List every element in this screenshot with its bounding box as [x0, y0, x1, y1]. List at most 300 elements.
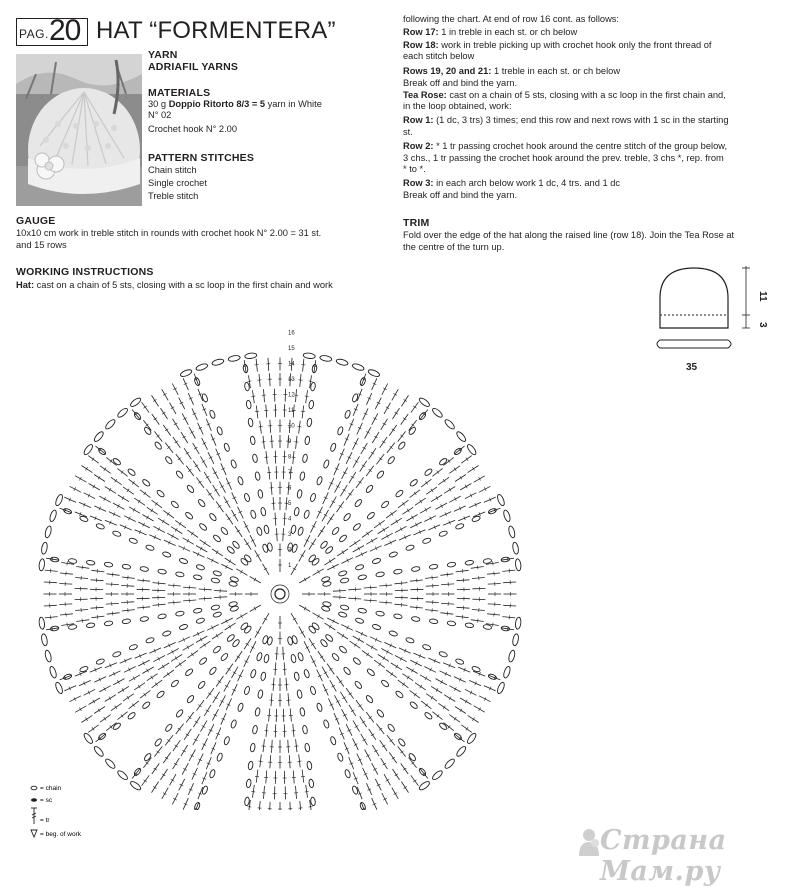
treble-crossbar: [349, 693, 352, 695]
treble-stitch: [488, 604, 501, 605]
row-number: 3: [288, 532, 292, 538]
treble-stitch: [270, 755, 271, 768]
treble-stitch: [121, 586, 134, 587]
chain-stitch: [330, 736, 337, 745]
treble-stitch: [369, 448, 376, 459]
treble-stitch: [293, 771, 294, 784]
chain-stitch: [162, 630, 171, 637]
treble-crossbar: [358, 705, 361, 707]
treble-stitch: [137, 607, 150, 608]
chain-stitch: [180, 368, 193, 377]
treble-crossbar: [447, 612, 448, 616]
treble-stitch: [337, 676, 344, 687]
chain-stitch: [79, 515, 88, 522]
treble-stitch: [107, 574, 120, 576]
treble-stitch: [299, 550, 306, 561]
treble-stitch: [357, 423, 363, 435]
treble-stitch: [269, 467, 270, 480]
treble-crossbar: [329, 668, 332, 670]
chain-stitch: [208, 512, 217, 521]
chain-stitch: [502, 509, 511, 522]
chain-stitch: [340, 604, 349, 610]
chain-stitch: [302, 454, 308, 463]
treble-stitch: [362, 530, 373, 537]
treble-stitch: [275, 662, 276, 675]
treble-stitch: [386, 670, 397, 678]
treble-stitch: [162, 788, 169, 799]
treble-stitch: [456, 616, 469, 618]
treble-stitch: [236, 613, 247, 620]
width-label: 35: [686, 362, 698, 373]
treble-stitch: [410, 690, 420, 698]
treble-stitch: [113, 503, 124, 509]
treble-stitch: [161, 408, 168, 419]
treble-stitch: [91, 607, 104, 608]
chain-stitch: [255, 707, 261, 716]
treble-stitch: [346, 452, 352, 464]
treble-stitch: [314, 360, 316, 373]
treble-stitch: [81, 715, 92, 722]
treble-stitch: [375, 398, 381, 410]
treble-stitch: [353, 720, 360, 731]
treble-stitch: [306, 390, 308, 403]
yarn-brand: ADRIAFIL YARNS: [148, 61, 238, 73]
tea-rose-row3: Row 3: in each arch below work 1 dc, 4 trs. and 1 dc: [403, 178, 620, 189]
height-top-label: 11: [757, 291, 768, 302]
treble-stitch: [455, 707, 466, 714]
treble-crossbar: [218, 681, 221, 683]
treble-stitch: [337, 549, 348, 556]
trim-text-cont: the centre of the turn up.: [403, 242, 504, 253]
treble-stitch: [381, 419, 388, 430]
chain-stitch: [129, 397, 142, 408]
treble-crossbar: [97, 615, 98, 619]
treble-stitch: [181, 745, 188, 756]
treble-stitch: [441, 603, 454, 604]
watermark-logo-icon: [576, 826, 602, 856]
treble-stitch: [318, 651, 325, 662]
treble-stitch: [365, 750, 371, 761]
treble-stitch: [395, 526, 407, 532]
chain-stitch: [54, 681, 63, 694]
treble-stitch: [182, 763, 188, 775]
treble-crossbar: [354, 643, 356, 646]
chain-stitch: [142, 701, 151, 710]
chain-stitch: [223, 443, 230, 452]
chain-stitch: [122, 618, 131, 624]
chain-stitch: [311, 622, 320, 631]
chain-stitch: [358, 574, 367, 580]
treble-stitch: [375, 779, 381, 791]
treble-stitch: [381, 758, 388, 769]
chain-stitch: [397, 738, 406, 747]
treble-stitch: [370, 637, 382, 643]
chain-stitch: [54, 494, 63, 507]
treble-stitch: [152, 782, 159, 793]
treble-stitch: [410, 522, 422, 528]
treble-stitch: [204, 705, 211, 716]
treble-crossbar: [67, 623, 68, 627]
treble-stitch: [163, 670, 174, 678]
treble-crossbar: [305, 396, 309, 397]
chain-stitch: [170, 679, 179, 688]
treble-stitch: [328, 478, 334, 490]
treble-stitch: [224, 497, 231, 508]
chain-stitch: [212, 645, 221, 654]
treble-stitch: [436, 679, 447, 685]
treble-stitch: [444, 695, 455, 702]
treble-crossbar: [447, 573, 448, 577]
treble-stitch: [474, 476, 485, 483]
chain-stitch: [304, 743, 310, 752]
treble-stitch: [152, 763, 160, 774]
treble-stitch: [70, 696, 82, 702]
treble-stitch: [117, 712, 127, 720]
treble-stitch: [503, 605, 516, 606]
chain-stitch: [380, 500, 389, 509]
treble-crossbar: [443, 479, 445, 482]
chain-stitch: [408, 426, 417, 435]
treble-stitch: [266, 405, 267, 418]
chain-stitch: [142, 478, 151, 487]
treble-stitch: [296, 786, 297, 799]
treble-stitch: [213, 692, 220, 703]
row-number: 2: [288, 548, 292, 554]
chain-stitch: [352, 657, 361, 666]
row18-text: Row 18: work in treble picking up with crochet hook only the front thread of: [403, 40, 712, 51]
treble-crossbar: [179, 663, 181, 666]
chain-stitch: [319, 355, 332, 362]
treble-stitch: [379, 585, 392, 586]
treble-stitch: [426, 694, 437, 701]
treble-crossbar: [259, 426, 263, 427]
chain-stitch: [237, 703, 244, 712]
chain-stitch: [116, 769, 128, 781]
chain-stitch: [444, 758, 456, 770]
treble-stitch: [153, 604, 166, 605]
treble-stitch: [255, 550, 262, 561]
treble-stitch: [171, 654, 182, 661]
treble-stitch: [167, 533, 178, 539]
treble-stitch: [440, 512, 452, 518]
treble-stitch: [256, 406, 258, 419]
chain-stitch: [38, 559, 45, 572]
chain-stitch: [140, 566, 149, 572]
treble-stitch: [266, 771, 267, 784]
treble-stitch: [165, 735, 173, 745]
treble-crossbar: [404, 786, 407, 788]
treble-stitch: [154, 746, 162, 756]
treble-stitch: [360, 716, 367, 727]
treble-stitch: [183, 600, 196, 601]
chain-stitch: [352, 785, 359, 794]
treble-stitch: [449, 466, 460, 474]
chain-stitch: [127, 468, 136, 477]
treble-stitch: [402, 674, 413, 681]
treble-crossbar: [153, 786, 156, 788]
treble-stitch: [322, 667, 329, 678]
treble-stitch: [366, 644, 377, 651]
chain-stitch: [104, 418, 116, 430]
chain-stitch: [112, 651, 121, 658]
treble-stitch: [250, 605, 261, 612]
chain-stitch: [338, 534, 347, 543]
treble-stitch: [362, 651, 373, 658]
treble-stitch: [425, 610, 438, 611]
chain-stitch: [244, 382, 250, 391]
treble-stitch: [196, 636, 207, 643]
treble-stitch: [460, 484, 471, 491]
treble-stitch: [389, 752, 396, 763]
treble-stitch: [123, 694, 134, 701]
treble-crossbar: [112, 612, 113, 616]
treble-stitch: [196, 477, 204, 488]
chain-stitch: [186, 484, 195, 493]
chain-stitch: [338, 611, 347, 618]
treble-stitch: [376, 724, 384, 734]
chain-stitch: [483, 558, 492, 564]
chain-stitch: [255, 472, 261, 481]
chain-stitch: [156, 690, 165, 699]
chain-stitch: [263, 525, 269, 534]
treble-stitch: [286, 497, 287, 510]
treble-crossbar: [115, 706, 117, 709]
treble-stitch: [199, 589, 212, 590]
treble-stitch: [163, 425, 170, 436]
chain-stitch: [372, 624, 381, 631]
treble-stitch: [449, 686, 461, 692]
chain-stitch: [297, 652, 304, 661]
chain-stitch: [337, 752, 344, 761]
chain-stitch: [323, 459, 330, 468]
treble-stitch: [244, 539, 251, 550]
treble-stitch: [271, 693, 272, 706]
legend-chain: = chain: [40, 785, 62, 792]
treble-stitch: [225, 623, 236, 630]
treble-stitch: [401, 414, 409, 425]
treble-stitch: [219, 695, 225, 706]
treble-stitch: [270, 420, 271, 433]
chain-stitch: [129, 644, 138, 651]
treble-stitch: [333, 591, 346, 592]
treble-stitch: [304, 641, 310, 653]
treble-stitch: [472, 578, 485, 579]
chain-stitch: [252, 725, 258, 734]
treble-stitch: [275, 513, 276, 526]
treble-stitch: [471, 567, 484, 569]
treble-stitch: [474, 706, 485, 713]
chain-stitch: [303, 352, 316, 359]
page-number: 20: [49, 15, 80, 47]
treble-crossbar: [104, 717, 106, 720]
treble-crossbar: [382, 441, 385, 443]
treble-stitch: [175, 520, 186, 528]
treble-stitch: [250, 641, 256, 653]
treble-stitch: [129, 675, 140, 682]
treble-stitch: [421, 701, 431, 709]
treble-stitch: [432, 712, 442, 720]
treble-stitch: [173, 740, 180, 751]
treble-stitch: [353, 546, 364, 553]
treble-stitch: [109, 671, 121, 677]
chain-stitch: [198, 657, 207, 666]
treble-crossbar: [179, 522, 181, 525]
treble-stitch: [181, 432, 188, 443]
chain-stitch: [308, 400, 314, 409]
treble-stitch: [381, 533, 392, 539]
treble-crossbar: [477, 619, 478, 623]
treble-stitch: [45, 570, 58, 571]
treble-stitch: [263, 739, 264, 752]
treble-stitch: [59, 584, 72, 585]
treble-stitch: [118, 495, 129, 502]
treble-stitch: [337, 501, 344, 512]
treble-stitch: [323, 684, 329, 696]
chain-stitch: [49, 666, 58, 679]
treble-stitch: [167, 649, 178, 655]
chain-stitch: [195, 363, 208, 372]
treble-crossbar: [144, 780, 147, 782]
treble-stitch: [100, 715, 111, 723]
treble-stitch: [387, 735, 395, 745]
treble-stitch: [431, 495, 442, 502]
treble-stitch: [75, 610, 88, 611]
chart-symbols: [38, 352, 521, 810]
treble-crossbar: [339, 505, 342, 507]
row-number: 1: [288, 563, 292, 569]
treble-stitch: [214, 591, 227, 592]
treble-stitch: [140, 690, 150, 698]
treble-crossbar: [165, 757, 168, 759]
treble-stitch: [327, 514, 334, 525]
treble-stitch: [286, 678, 287, 691]
chain-stitch: [424, 711, 433, 720]
treble-stitch: [212, 709, 218, 721]
treble-stitch: [178, 637, 190, 643]
treble-stitch: [323, 492, 329, 504]
chain-stitch: [411, 616, 420, 622]
treble-stitch: [426, 602, 439, 603]
legend-beg: = beg. of work: [40, 831, 82, 838]
treble-crossbar: [413, 406, 416, 408]
treble-stitch: [142, 402, 150, 413]
row-number: 5: [288, 501, 292, 507]
treble-stitch: [374, 660, 385, 668]
treble-stitch: [410, 580, 423, 581]
treble-stitch: [322, 510, 329, 521]
treble-stitch: [235, 526, 242, 537]
chain-stitch: [246, 779, 252, 788]
row-number: 7: [288, 470, 292, 476]
treble-stitch: [304, 535, 310, 547]
treble-stitch: [438, 703, 449, 710]
chain-stitch: [244, 493, 251, 502]
treble-stitch: [226, 664, 233, 675]
treble-stitch: [105, 487, 116, 494]
treble-stitch: [216, 501, 223, 512]
treble-stitch: [395, 604, 408, 605]
chain-stitch: [216, 752, 223, 761]
treble-crossbar: [82, 565, 83, 569]
chain-stitch: [447, 621, 456, 627]
treble-stitch: [88, 456, 99, 464]
chain-stitch: [429, 564, 438, 570]
chain-stitch: [201, 785, 208, 794]
chain-stitch: [297, 527, 304, 536]
treble-stitch: [232, 510, 239, 521]
treble-stitch: [372, 745, 379, 756]
chain-stitch: [193, 608, 202, 614]
chain-stitch: [431, 769, 443, 781]
chain-stitch: [297, 489, 303, 498]
hat-photo: [16, 54, 142, 206]
treble-stitch: [129, 507, 140, 514]
treble-stitch: [302, 406, 304, 419]
chain-stitch: [325, 634, 334, 643]
chain-stitch: [310, 382, 316, 391]
chain-stitch: [344, 769, 351, 778]
chain-stitch: [338, 570, 347, 577]
tea-rose-row1-cont: st.: [403, 127, 413, 138]
treble-stitch: [123, 487, 134, 494]
treble-stitch: [382, 384, 388, 396]
treble-stitch: [206, 489, 214, 500]
treble-stitch: [124, 516, 136, 522]
treble-stitch: [122, 577, 135, 578]
hat-instruction: Hat: cast on a chain of 5 sts, closing with a sc loop in the first chain and work: [16, 280, 333, 291]
chain-stitch: [197, 680, 206, 689]
chain-stitch: [248, 761, 254, 770]
chain-stitch: [226, 546, 235, 555]
treble-stitch: [214, 597, 227, 598]
chain-stitch: [104, 621, 113, 627]
page-label: PAG.: [19, 27, 49, 41]
treble-stitch: [449, 715, 460, 723]
chain-stitch: [216, 426, 223, 435]
stitch-item: Single crochet: [148, 178, 207, 189]
treble-crossbar: [251, 396, 255, 397]
treble-crossbar: [67, 561, 68, 565]
treble-stitch: [401, 395, 408, 406]
chain-stitch: [145, 544, 154, 551]
treble-stitch: [361, 734, 368, 745]
yarn-heading: YARN: [148, 49, 178, 61]
chain-stitch: [376, 611, 385, 617]
treble-stitch: [138, 660, 150, 666]
treble-crossbar: [454, 468, 456, 471]
materials-line1: 30 g Doppio Ritorto 8/3 = 5 yarn in White: [148, 99, 322, 110]
treble-stitch: [259, 801, 260, 810]
chain-stitch: [220, 526, 229, 535]
row17-text: Row 17: 1 in treble in each st. or ch below: [403, 27, 577, 38]
treble-stitch: [221, 564, 233, 570]
chain-stitch: [209, 769, 216, 778]
stitch-item: Chain stitch: [148, 165, 197, 176]
treble-stitch: [382, 793, 388, 805]
treble-stitch: [330, 497, 337, 508]
treble-stitch: [153, 526, 165, 532]
treble-crossbar: [379, 663, 381, 666]
treble-stitch: [335, 695, 341, 706]
chain-stitch: [223, 736, 230, 745]
chain-stitch: [424, 468, 433, 477]
treble-stitch: [299, 605, 310, 612]
working-instructions-heading: WORKING INSTRUCTIONS: [16, 266, 154, 278]
chain-stitch: [455, 430, 467, 442]
tea-rose-text: Tea Rose: cast on a chain of 5 sts, closing with a sc loop in the first chain and,: [403, 90, 726, 101]
chain-stitch: [438, 530, 447, 537]
treble-stitch: [179, 398, 185, 410]
